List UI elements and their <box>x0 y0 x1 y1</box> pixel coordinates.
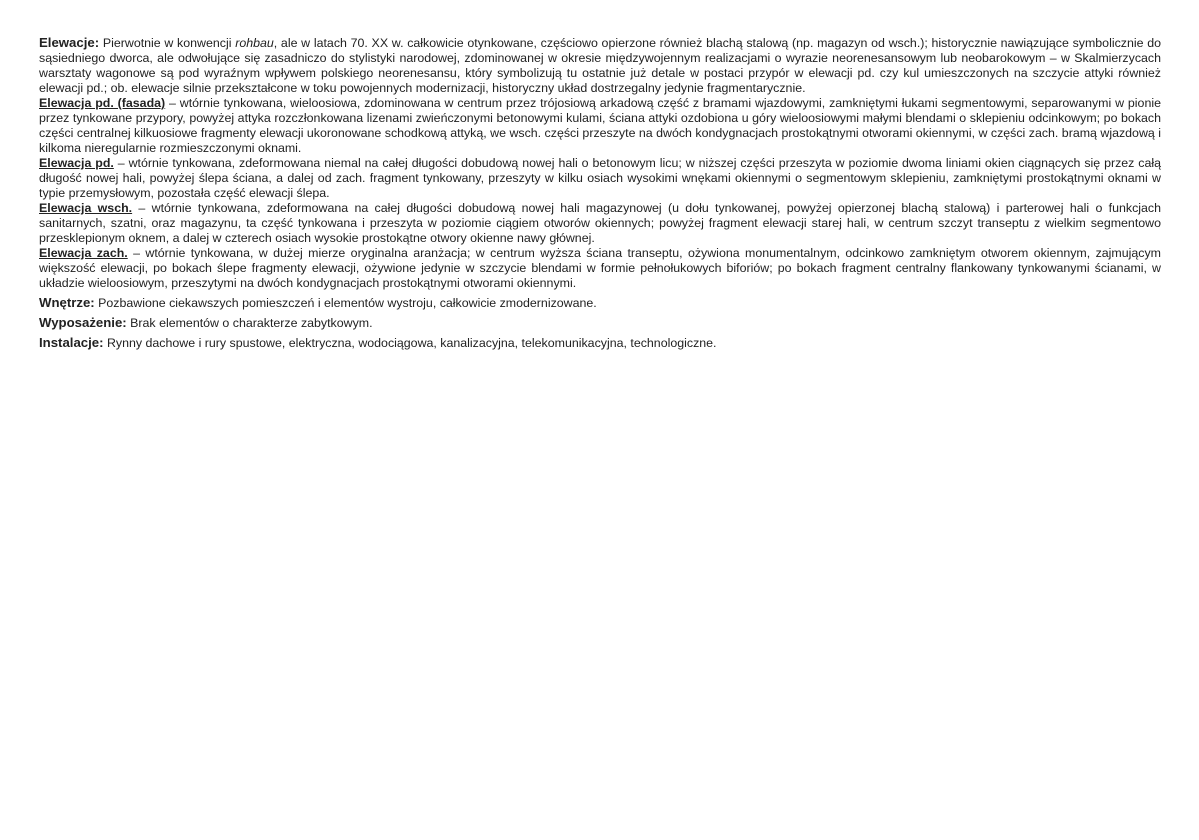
section-text-elewacja-pd-fasada: – wtórnie tynkowana, wieloosiowa, zdominowana w centrum przez trójosiową arkadową część z bramami wjazdowymi, zamkniętymi łukami segmentowymi, separowanymi w pionie przez tynkowane przypory, powyżej attyka rozczłonkowana lizenami zwieńczonymi betonowymi kulami, ściana attyki ozdobiona u góry wieloosiowymi małymi blendami o sklepieniu odcinkowym; po bokach części centralnej kilkuosiowe fragmenty elewacji ukoronowane schodkową attyką, we wsch. części przeszyte na dwóch kondygnacjach prostokątnymi otworami okiennymi, w części zach. bramą wjazdową i kilkoma nieregularnie rozmieszczonymi oknami. <box>39 96 1161 155</box>
section-label-elewacje: Elewacje: <box>39 35 100 50</box>
section-text-elewacja-wsch: – wtórnie tynkowana, zdeformowana na całej długości dobudową nowej hali magazynowej (u dołu tynkowanej, powyżej opierzonej blachą stalową) i parterowej hali o funkcjach sanitarnych, szatni, oraz magazynu, ta część tynkowana i przeszyta w poziomie ciągiem otworów okiennych; powyżej fragment elewacji starej hali, w centrum szczyt transeptu z wielkim segmentowo przesklepionym oknem, a dalej w czterech osiach wysokie prostokątne otwory okienne nawy głównej. <box>39 201 1162 245</box>
section-label-wnetrze: Wnętrze: <box>39 295 95 310</box>
section-label-elewacja-pd: Elewacja pd. <box>39 156 114 170</box>
section-text-elewacje-intro: Pierwotnie w konwencji <box>99 36 236 50</box>
section-elewacja-zach <box>39 246 1161 291</box>
section-text-wnetrze: Pozbawione ciekawszych pomieszczeń i elementów wystroju, całkowicie zmodernizowane. <box>94 296 597 310</box>
section-elewacja-pd <box>39 156 1161 201</box>
section-elewacje <box>39 35 1161 96</box>
section-label-instalacje: Instalacje: <box>39 335 104 350</box>
section-label-elewacja-zach: Elewacja zach. <box>39 246 128 260</box>
section-text-instalacje: Rynny dachowe i rury spustowe, elektryczna, wodociągowa, kanalizacyjna, telekomunikacyjna, technologiczne. <box>103 336 717 350</box>
section-label-elewacja-wsch: Elewacja wsch. <box>39 201 133 215</box>
section-label-elewacja-pd-fasada: Elewacja pd. (fasada) <box>39 96 166 110</box>
section-text-elewacje-italic: rohbau <box>235 36 274 50</box>
section-wnetrze <box>39 295 1161 311</box>
section-elewacja-pd-fasada <box>39 96 1161 156</box>
document-page <box>39 35 1161 351</box>
section-instalacje <box>39 335 1161 351</box>
section-text-wyposazenie: Brak elementów o charakterze zabytkowym. <box>126 316 373 330</box>
section-text-elewacje: , ale w latach 70. XX w. całkowicie otynkowane, częściowo opierzone również blachą stalową (np. magazyn od wsch.); historycznie nawiązujące symbolicznie do sąsiedniego dworca, ale odwołujące się zasadniczo do stylistyki narodowej, zdominowanej w okresie międzywojennym realizacjami o wyrazie neorenesansowym lub neobarokowym – w Skalmierzycach warsztaty wagonowe są pod wyraźnym wpływem polskiego neorenesansu, który symbolizują tu ostatnie już detale w postaci przypór w elewacji pd. czy kul umieszczonych na szczycie attyki również elewacji pd.; ob. elewacje silnie przekształcone w toku powojennych modernizacji, historyczny układ dostrzegalny jedynie fragmentarycznie. <box>39 36 1161 95</box>
section-text-elewacja-zach: – wtórnie tynkowana, w dużej mierze oryginalna aranżacja; w centrum wyższa ściana transeptu, ożywiona monumentalnym, odcinkowo zamkniętym otworem okiennym, zajmującym większość elewacji, po bokach ślepe fragmenty elewacji, ożywione jedynie w szczycie blendami w formie pełnołukowych biforiów; po bokach fragment centralny flankowany tynkowanymi ścianami, w układzie wieloosiowym, przeszytymi na dwóch kondygnacjach prostokątnymi otworami okiennymi. <box>39 246 1161 290</box>
section-text-elewacja-pd: – wtórnie tynkowana, zdeformowana niemal na całej długości dobudową nowej hali o betonowym licu; w niższej części przeszyta w poziomie dwoma liniami okien ciągnących się przez całą długość nowej hali, powyżej ślepa ściana, a dalej od zach. fragment tynkowany, przeszyty w kilku osiach wysokimi wnękami okiennymi o segmentowym sklepieniu, zamkniętymi prostokątnymi oknami w typie przemysłowym, pozostała część elewacji ślepa. <box>39 156 1162 200</box>
section-label-wyposazenie: Wyposażenie: <box>39 315 127 330</box>
section-elewacja-wsch <box>39 201 1161 246</box>
section-wyposazenie <box>39 315 1161 331</box>
